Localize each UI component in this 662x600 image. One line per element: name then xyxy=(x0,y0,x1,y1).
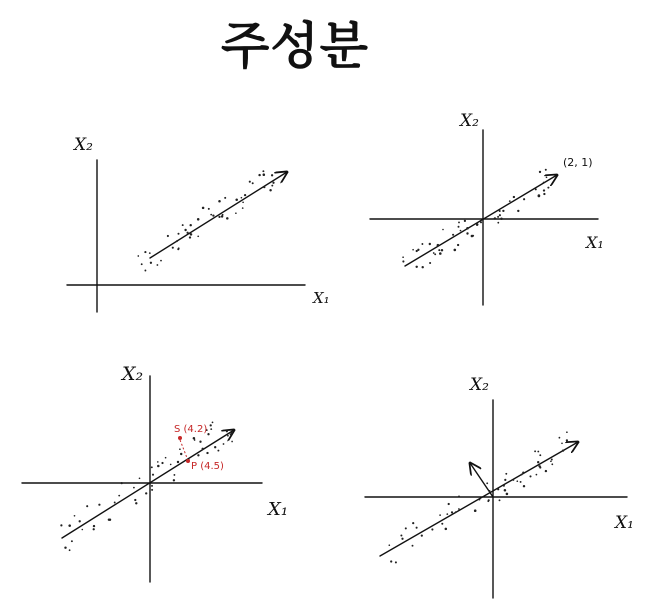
scatter-point xyxy=(543,189,545,191)
scatter-points xyxy=(137,170,274,271)
scatter-point xyxy=(172,247,174,249)
point-p-marker xyxy=(186,459,190,463)
scatter-point xyxy=(566,439,568,441)
scatter-point xyxy=(458,508,460,510)
scatter-point xyxy=(217,450,219,452)
scatter-point xyxy=(405,527,407,529)
scatter-point xyxy=(442,229,444,231)
scatter-point xyxy=(202,448,204,450)
scatter-point xyxy=(523,198,525,200)
scatter-point xyxy=(156,264,158,266)
scatter-point xyxy=(458,221,460,223)
scatter-point xyxy=(179,448,181,450)
scatter-point xyxy=(182,224,184,226)
scatter-point xyxy=(79,520,81,522)
scatter-point xyxy=(523,485,525,487)
scatter-point xyxy=(202,207,205,210)
scatter-point xyxy=(150,262,152,264)
scatter-point xyxy=(177,461,179,463)
scatter-point xyxy=(538,194,541,197)
scatter-point xyxy=(197,218,200,221)
scatter-point xyxy=(458,226,460,228)
scatter-point xyxy=(151,485,153,487)
scatter-point xyxy=(537,461,539,463)
scatter-point xyxy=(133,487,135,489)
scatter-point xyxy=(537,451,539,453)
scatter-point xyxy=(167,235,169,237)
scatter-point xyxy=(161,462,163,464)
scatter-point xyxy=(197,454,199,456)
scatter-point xyxy=(429,262,431,264)
scatter-point xyxy=(242,201,244,203)
scatter-point xyxy=(206,452,208,454)
scatter-point xyxy=(193,437,196,440)
x2-axis-label: X₂ xyxy=(470,375,489,395)
x1-axis-label: X₁ xyxy=(313,289,330,307)
scatter-point xyxy=(263,186,265,188)
scatter-point xyxy=(235,199,238,202)
scatter-point xyxy=(546,176,548,178)
scatter-point xyxy=(227,435,229,437)
point-p-label: P (4.5) xyxy=(191,461,224,472)
scatter-point xyxy=(500,217,503,220)
scatter-point xyxy=(441,523,443,525)
page-title: 주성분 xyxy=(221,17,369,75)
principal-component-arrow xyxy=(62,430,234,538)
scatter-point xyxy=(455,511,457,513)
point-s-marker xyxy=(178,436,182,440)
scatter-point xyxy=(109,519,111,521)
scatter-point xyxy=(388,544,390,546)
scatter-point xyxy=(509,200,511,202)
scatter-point xyxy=(139,477,141,479)
scatter-point xyxy=(489,490,491,492)
scatter-point xyxy=(545,470,547,472)
scatter-point xyxy=(210,214,212,216)
scatter-point xyxy=(415,266,417,268)
scatter-point xyxy=(562,449,564,451)
scatter-point xyxy=(134,499,136,501)
scatter-point xyxy=(513,196,515,198)
scatter-point xyxy=(160,260,162,262)
scatter-point xyxy=(226,217,229,220)
point-s-label: S (4.2) xyxy=(174,424,208,435)
scatter-points xyxy=(60,422,233,552)
scatter-point xyxy=(137,255,139,257)
scatter-point xyxy=(545,169,547,171)
scatter-point xyxy=(504,490,506,492)
principal-component-arrow xyxy=(405,175,557,266)
principal-component-arrow xyxy=(150,172,287,258)
scatter-point xyxy=(189,224,191,226)
scatter-point xyxy=(121,482,123,484)
scatter-point xyxy=(534,450,536,452)
scatter-point xyxy=(231,432,233,434)
scatter-point xyxy=(207,433,209,435)
scatter-point xyxy=(452,234,454,236)
scatter-point xyxy=(395,561,397,563)
scatter-point xyxy=(176,240,178,242)
scatter-point xyxy=(529,475,531,477)
scatter-point xyxy=(543,193,545,195)
scatter-point xyxy=(494,217,497,220)
scatter-point xyxy=(173,474,175,476)
scatter-point xyxy=(249,181,251,183)
scatter-point xyxy=(222,214,224,216)
scatter-point xyxy=(550,460,552,462)
scatter-point xyxy=(559,437,561,439)
scatter-point xyxy=(271,185,273,187)
scatter-point xyxy=(74,515,76,517)
scatter-point xyxy=(487,500,489,502)
scatter-point xyxy=(466,227,469,230)
direction-vector-annotation: (2, 1) xyxy=(563,156,593,169)
scatter-point xyxy=(517,210,519,212)
scatter-point xyxy=(486,482,488,484)
scatter-point xyxy=(439,252,442,255)
scatter-point xyxy=(454,249,457,252)
scatter-point xyxy=(184,229,186,231)
scatter-point xyxy=(269,189,271,191)
scatter-point xyxy=(149,252,151,254)
scatter-point xyxy=(231,441,233,443)
panel-top-left xyxy=(67,135,330,312)
scatter-point xyxy=(503,485,505,487)
scatter-point xyxy=(60,524,62,526)
scatter-point xyxy=(71,540,73,542)
scatter-point xyxy=(178,247,180,249)
scatter-point xyxy=(258,174,260,176)
scatter-point xyxy=(170,464,172,466)
scatter-point xyxy=(434,253,436,255)
scatter-point xyxy=(441,249,443,251)
scatter-point xyxy=(521,474,523,476)
scatter-point xyxy=(194,439,196,441)
scatter-point xyxy=(458,496,460,498)
scatter-point xyxy=(98,504,100,506)
scatter-point xyxy=(476,224,478,226)
scatter-point xyxy=(151,489,153,491)
scatter-point xyxy=(214,446,216,448)
scatter-point xyxy=(480,221,482,223)
scatter-point xyxy=(226,430,228,432)
scatter-point xyxy=(263,173,266,176)
scatter-point xyxy=(157,465,160,468)
scatter-point xyxy=(433,252,435,254)
scatter-point xyxy=(262,170,264,172)
scatter-point xyxy=(81,529,83,531)
scatter-point xyxy=(499,210,501,212)
scatter-point xyxy=(135,502,137,504)
scatter-point xyxy=(472,235,474,237)
scatter-point xyxy=(547,187,549,189)
scatter-point xyxy=(551,459,553,461)
scatter-point xyxy=(536,474,538,476)
scatter-point xyxy=(180,453,182,455)
scatter-point xyxy=(539,454,541,456)
x2-axis-label: X₂ xyxy=(74,135,93,155)
scatter-point xyxy=(186,232,188,234)
scatter-point xyxy=(93,528,95,530)
scatter-point xyxy=(416,527,418,529)
scatter-point xyxy=(210,424,212,426)
scatter-point xyxy=(271,174,273,176)
scatter-point xyxy=(212,422,214,424)
scatter-point xyxy=(478,498,480,500)
panel-bottom-left xyxy=(22,363,288,582)
scatter-point xyxy=(497,216,499,218)
scatter-point xyxy=(402,260,404,262)
scatter-point xyxy=(144,270,146,272)
scatter-point xyxy=(512,479,514,481)
scatter-point xyxy=(421,535,423,537)
scatter-point xyxy=(199,441,201,443)
projection-line xyxy=(180,440,187,458)
scatter-point xyxy=(566,431,568,433)
scatter-point xyxy=(439,514,441,516)
scatter-point xyxy=(241,197,243,199)
scatter-point xyxy=(208,208,210,210)
x1-axis-label: X₁ xyxy=(615,513,634,533)
scatter-point xyxy=(212,214,214,216)
scatter-point xyxy=(189,236,191,238)
scatter-point xyxy=(173,479,175,481)
scatter-point xyxy=(177,233,179,235)
scatter-point xyxy=(429,243,431,245)
scatter-point xyxy=(64,546,66,548)
scatter-point xyxy=(157,461,159,463)
scatter-point xyxy=(223,443,225,445)
scatter-point xyxy=(244,194,246,196)
scatter-point xyxy=(145,492,147,494)
scatter-point xyxy=(520,481,522,483)
scatter-point xyxy=(218,200,221,203)
scatter-point xyxy=(242,207,244,209)
scatter-point xyxy=(144,251,146,253)
scatter-point xyxy=(272,182,274,184)
scatter-point xyxy=(235,212,237,214)
scatter-point xyxy=(539,466,541,468)
x2-axis-label: X₂ xyxy=(122,363,144,385)
scatter-point xyxy=(390,560,392,562)
scatter-point xyxy=(516,480,518,482)
scatter-point xyxy=(151,466,153,468)
scatter-point xyxy=(474,509,477,512)
scatter-point xyxy=(561,442,563,444)
scatter-point xyxy=(431,528,433,530)
x1-axis-label: X₁ xyxy=(586,233,604,252)
scatter-point xyxy=(152,474,154,476)
scatter-point xyxy=(466,232,468,234)
scatter-point xyxy=(505,473,507,475)
scatter-point xyxy=(457,244,459,246)
scatter-point xyxy=(412,545,414,547)
scatter-point xyxy=(141,263,143,265)
scatter-point xyxy=(412,522,414,524)
scatter-point xyxy=(497,222,499,224)
scatter-point xyxy=(421,243,423,245)
x2-axis-label: X₂ xyxy=(460,111,479,131)
scatter-point xyxy=(422,266,424,268)
scatter-point xyxy=(218,216,220,218)
scatter-point xyxy=(210,428,212,430)
scatter-point xyxy=(497,488,499,490)
x1-axis-label: X₁ xyxy=(268,499,289,520)
scatter-point xyxy=(402,256,404,258)
scatter-point xyxy=(437,244,440,247)
scatter-point xyxy=(93,525,95,527)
scatter-point xyxy=(86,505,88,507)
scatter-point xyxy=(504,479,506,481)
panel-top-right xyxy=(370,111,604,305)
scatter-point xyxy=(400,534,402,536)
scatter-point xyxy=(252,182,254,184)
scatter-point xyxy=(445,528,448,531)
scatter-point xyxy=(69,549,71,551)
scatter-point xyxy=(448,503,450,505)
scatter-point xyxy=(412,249,414,251)
scatter-point xyxy=(165,457,167,459)
scatter-point xyxy=(539,171,541,173)
scatter-point xyxy=(464,220,466,222)
scatter-point xyxy=(224,197,226,199)
scatter-point xyxy=(401,538,403,540)
scatter-point xyxy=(543,182,545,184)
scatter-point xyxy=(446,513,448,515)
scatter-point xyxy=(499,214,501,216)
scatter-point xyxy=(551,463,553,465)
scatter-point xyxy=(535,188,537,190)
scatter-point xyxy=(68,524,71,527)
panel-bottom-right xyxy=(365,375,634,598)
scatter-point xyxy=(499,499,501,501)
scatter-point xyxy=(502,210,504,212)
scatter-point xyxy=(460,230,462,232)
scatter-point xyxy=(114,502,116,504)
scatter-point xyxy=(438,249,440,251)
scatter-point xyxy=(118,495,120,497)
scatter-point xyxy=(522,471,524,473)
scatter-point xyxy=(506,493,509,496)
scatter-point xyxy=(416,250,418,252)
scatter-point xyxy=(190,233,193,236)
scatter-point xyxy=(197,235,199,237)
scatter-point xyxy=(451,511,453,513)
